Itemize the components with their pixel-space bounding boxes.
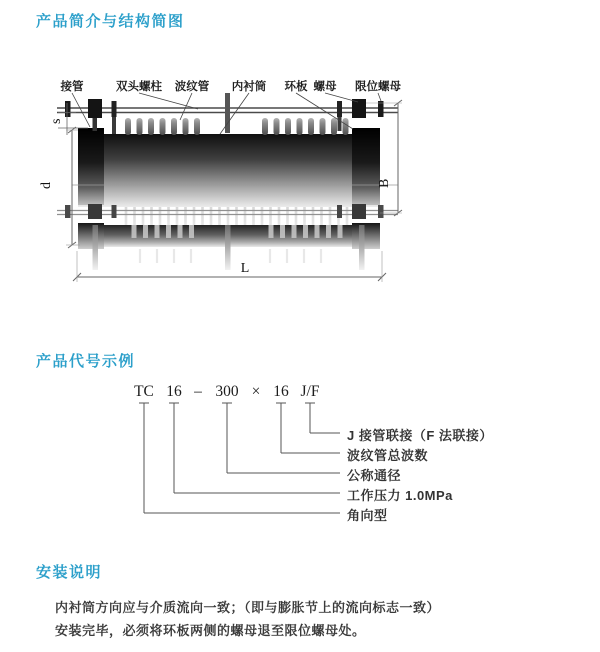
part-label-luomu: 螺母 [313, 81, 337, 93]
pipe-collar-left [78, 128, 104, 205]
code-part-type: TC [134, 383, 154, 400]
part-label-xianweiluomu: 限位螺母 [355, 81, 401, 93]
dim-label-s: s [49, 118, 64, 124]
bellows-fins-left [125, 118, 200, 135]
limit-nut-right [378, 101, 384, 117]
code-note-diameter: 公称通径 [347, 468, 402, 483]
code-part-diameter: 300 [215, 383, 239, 400]
structure-diagram [30, 55, 490, 305]
code-note-pressure: 工作压力 1.0MPa [347, 488, 453, 503]
product-code-section [0, 350, 600, 540]
section-title-code: 产品代号示例 [36, 353, 136, 370]
code-note-connection: J 接管联接（F 法联接） [347, 428, 493, 443]
code-note-type: 角向型 [347, 508, 388, 523]
bellows-fins-right [262, 118, 349, 135]
install-note-2: 安装完毕，必须将环板两侧的螺母退至限位螺母处。 [55, 623, 366, 638]
nut-block-left [88, 99, 102, 118]
code-part-waves: 16 [273, 383, 289, 400]
install-note-1: 内衬筒方向应与介质流向一致；（即与膨胀节上的流向标志一致） [55, 600, 441, 615]
code-part-pressure: 16 [166, 383, 182, 400]
pipe-collar-right [352, 128, 380, 205]
section-title-install: 安装说明 [36, 564, 103, 581]
part-label-jieguan: 接管 [60, 81, 84, 93]
nut-block-right [352, 99, 366, 118]
part-label-huanban: 环板 [284, 81, 308, 93]
lower-collar-left [78, 223, 104, 249]
code-tree-lines [0, 350, 600, 540]
dim-label-d: d [39, 182, 54, 189]
limit-nut-left [65, 101, 71, 117]
dim-label-B: B [377, 178, 392, 188]
code-separator-dash: – [194, 383, 202, 400]
code-separator-times: × [251, 383, 261, 400]
lower-collar-right [352, 223, 380, 249]
code-note-waves: 波纹管总波数 [347, 448, 429, 463]
dim-label-L: L [240, 261, 250, 276]
bellows-body [78, 134, 380, 207]
code-part-connection: J/F [300, 383, 320, 400]
center-stud [225, 93, 230, 133]
part-label-bowenguan: 波纹管 [174, 81, 210, 93]
part-label-shuangtouluozhu: 双头螺柱 [116, 81, 162, 93]
section-title-intro: 产品简介与结构简图 [36, 13, 185, 30]
part-label-neichentong: 内衬筒 [231, 81, 267, 93]
